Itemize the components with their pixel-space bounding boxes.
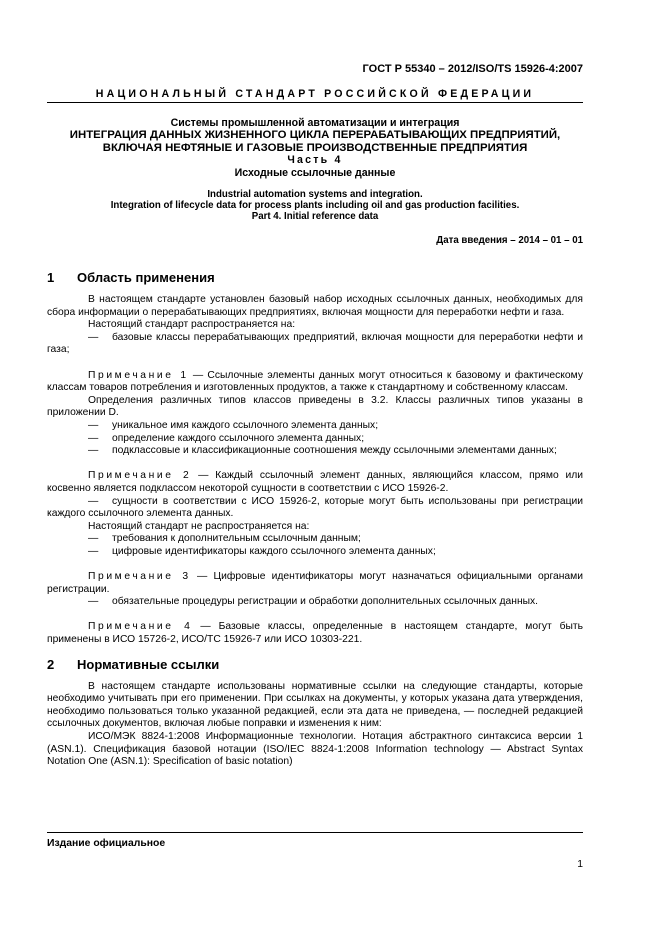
note-1: [47, 370, 583, 395]
s1-list1-item-1: [47, 332, 583, 357]
section-1-title: Область применения: [77, 270, 215, 285]
s1-paragraph-1: В настоящем стандарте установлен базовый набор исходных ссылочных данных, необходимых для сбора информации о перерабатывающих предприятиях, включая мощности для переработки нефти и газа.: [47, 294, 583, 318]
s1-paragraph-3: Определения различных типов классов приведены в 3.2. Классы различных типов указаны в приложении D.: [47, 394, 583, 419]
s1-list4-item-2: [47, 546, 583, 559]
note-2: [47, 470, 583, 495]
s1-list2-item-3: [47, 445, 583, 458]
section-2-number: 2: [47, 656, 55, 672]
dash: —: [88, 533, 99, 545]
title-line-5: Исходные ссылочные данные: [234, 166, 396, 179]
s1-list5-item-1: [47, 596, 583, 609]
note-2-label: Примечание 2: [88, 470, 192, 482]
english-title-line-3: Part 4. Initial reference data: [251, 211, 379, 223]
dash: —: [198, 470, 209, 482]
section-2-heading: [47, 656, 583, 673]
title-line-2: ИНТЕГРАЦИЯ ДАННЫХ ЖИЗНЕННОГО ЦИКЛА ПЕРЕРАБАТЫВАЮЩИХ ПРЕДПРИЯТИЙ,: [69, 129, 561, 142]
s1-list2-item-2-text: определение каждого ссылочного элемента данных;: [112, 432, 365, 444]
note-2-text: Каждый ссылочный элемент данных, являющийся классом, прямо или косвенно является подклассом некоторой сущности в соответствии с ИСО 15926-2.: [47, 470, 583, 494]
s1-list4-item-1: [47, 533, 583, 546]
s1-list3-item-1-text: сущности в соответствии с ИСО 15926-2, которые могут быть использованы при регистрации каждого ссылочного элемента данных.: [47, 495, 583, 520]
s2-paragraph-2: ИСО/МЭК 8824-1:2008 Информационные технологии. Нотация абстрактного синтаксиса версии 1 (ASN.1). Спецификация базовой нотации (ISO/IEC 8824-1:2008 Information technology — Abstract Syntax Notation One (ASN.1): Specification of basic notation): [47, 731, 583, 768]
title-block: [47, 117, 583, 179]
s1-list2-item-1: [47, 420, 583, 433]
title-line-1: Системы промышленной автоматизации и интеграция: [170, 117, 460, 129]
note-3-label: Примечание 3: [88, 571, 191, 583]
s1-paragraph-2: Настоящий стандарт распространяется на:: [88, 319, 296, 331]
note-1-text: Ссылочные элементы данных могут относиться к базовому и фактическому классам товаров потребления и изготовленных продуктов, а также к стандартному и собственному классам.: [47, 369, 583, 394]
dash: —: [192, 369, 204, 381]
note-1-label: Примечание 1: [88, 369, 189, 381]
header-divider: [47, 102, 583, 103]
note-3-text: Цифровые идентификаторы могут назначаться официальными органами регистрации.: [47, 571, 583, 595]
title-line-4: Часть 4: [287, 154, 343, 167]
section-1-heading: [47, 272, 583, 286]
national-standard-heading: НАЦИОНАЛЬНЫЙ СТАНДАРТ РОССИЙСКОЙ ФЕДЕРАЦИИ: [95, 88, 535, 100]
s1-list4-item-2-text: цифровые идентификаторы каждого ссылочного элемента данных;: [112, 545, 436, 557]
note-4-label: Примечание 4: [88, 621, 193, 633]
s1-list5-item-1-text: обязательные процедуры регистрации и обработки дополнительных ссылочных данных.: [112, 596, 539, 608]
dash: —: [88, 495, 99, 507]
document-body: [47, 272, 583, 769]
s1-list2-item-1-text: уникальное имя каждого ссылочного элемента данных;: [112, 419, 379, 431]
section-2-title: Нормативные ссылки: [77, 656, 220, 672]
section-1-number: 1: [47, 270, 55, 285]
english-title-block: [47, 189, 583, 223]
dash: —: [88, 432, 99, 444]
english-title-line-1: Industrial automation systems and integration.: [207, 189, 423, 200]
s1-list3-item-1: [47, 496, 583, 521]
s2-paragraph-1: В настоящем стандарте использованы нормативные ссылки на следующие стандарты, которые необходимо учитывать при его применении. При ссылках на документы, у которых указана дата утверждения, необходимо пользоваться только указанной редакцией, если эта дата не приведена, — последней редакцией ссылочных документов, включая любые поправки и изменения к ним:: [47, 680, 583, 730]
s1-list1-item-1-text: базовые классы перерабатывающих предприятий, включая мощности для переработки нефти и газа;: [47, 331, 583, 356]
title-line-3: [47, 142, 583, 154]
note-3: [47, 571, 583, 596]
s1-list4-item-1-text: требования к дополнительным ссылочным данным;: [112, 533, 361, 545]
dash: —: [88, 545, 99, 557]
english-title-line-2: Integration of lifecycle data for process plants including oil and gas production facilities.: [110, 200, 520, 212]
dash: —: [88, 331, 99, 343]
edition-label: Издание официальное: [47, 838, 166, 849]
dash: —: [88, 445, 99, 457]
note-4-text: Базовые классы, определенные в настоящем стандарте, могут быть применены в ИСО 15726-2, ИСО/ТС 15926-7 или ИСО 10303-221.: [47, 621, 583, 646]
dash: —: [197, 571, 208, 583]
dash: —: [88, 419, 99, 431]
dash: —: [200, 621, 211, 633]
note-4: [47, 621, 583, 646]
dash: —: [88, 596, 99, 608]
page-number: 1: [577, 859, 583, 870]
introduction-date: Дата введения – 2014 – 01 – 01: [436, 235, 583, 246]
s1-list2-item-2: [47, 433, 583, 446]
footer-divider: [47, 832, 583, 833]
s1-list2-item-3-text: подклассовые и классификационные соотношения между ссылочными элементами данных;: [112, 445, 557, 457]
title-line-3-text: ВКЛЮЧАЯ НЕФТЯНЫЕ И ГАЗОВЫЕ ПРОИЗВОДСТВЕННЫЕ ПРЕДПРИЯТИЯ: [102, 141, 528, 154]
s1-paragraph-4: Настоящий стандарт не распространяется на:: [88, 520, 310, 532]
document-code: ГОСТ Р 55340 – 2012/ISO/TS 15926-4:2007: [362, 63, 583, 75]
